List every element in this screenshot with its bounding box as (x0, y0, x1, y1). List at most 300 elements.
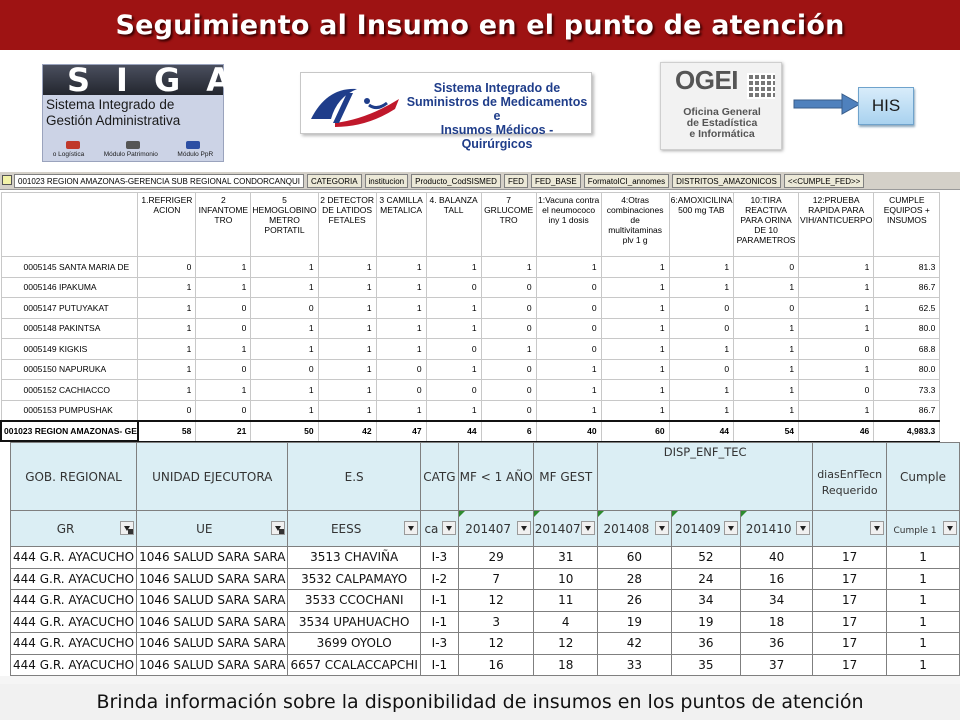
sismed-line-1: Sistema Integrado de (433, 81, 561, 95)
value-cell: 81.3 (874, 257, 940, 278)
facility-name-cell: 0005152 CACHIACCO (1, 380, 138, 401)
value-cell: 1 (318, 339, 376, 360)
table-cell: 16 (458, 654, 533, 676)
table-cell: 18 (741, 611, 813, 633)
table-row (1, 257, 940, 278)
col-cumple: Cumple (887, 443, 960, 511)
col-dias-enf-tecn: diasEnfTecn Requerido (813, 443, 887, 511)
value-cell: 0 (376, 380, 426, 401)
filter-cell-1 (137, 511, 288, 547)
equipment-table (0, 192, 940, 442)
table-cell: 1046 SALUD SARA SARA (137, 590, 288, 612)
table-cell: 12 (534, 633, 598, 655)
value-cell: 1 (601, 380, 669, 401)
table-row (11, 611, 960, 633)
equipment-col-7: 7 GRLUCOME TRO (481, 193, 536, 257)
ogei-logo (660, 62, 782, 150)
value-cell: 0 (196, 318, 251, 339)
value-cell: 1 (799, 318, 874, 339)
value-cell: 0 (669, 359, 733, 380)
filter-label: UE (196, 521, 213, 536)
sheet-tab-2[interactable]: institucion (365, 174, 409, 188)
value-cell: 1 (426, 298, 481, 319)
filter-cell-10 (887, 511, 960, 547)
ppr-icon (186, 141, 200, 149)
equipment-col-6: 4. BALANZA TALL (426, 193, 481, 257)
table-cell: 1046 SALUD SARA SARA (137, 611, 288, 633)
value-cell: 0 (481, 298, 536, 319)
filter-label: 201407 (465, 521, 512, 536)
value-cell: 1 (196, 257, 251, 278)
table-cell: 11 (534, 590, 598, 612)
value-cell: 1 (426, 359, 481, 380)
siga-module-1: Módulo Patrimonio (103, 151, 158, 158)
value-cell: 1 (251, 400, 318, 421)
comment-marker-icon (534, 511, 540, 517)
value-cell: 1 (601, 318, 669, 339)
filter-cell-3 (420, 511, 458, 547)
table-row (11, 654, 960, 676)
value-cell: 1 (669, 257, 733, 278)
value-cell: 0 (481, 400, 536, 421)
value-cell: 1 (138, 318, 196, 339)
filter-dropdown-icon[interactable] (404, 521, 418, 535)
value-cell: 1 (251, 318, 318, 339)
value-cell: 0 (426, 380, 481, 401)
value-cell: 0 (799, 380, 874, 401)
value-cell: 1 (318, 257, 376, 278)
col-gob-regional: GOB. REGIONAL (11, 443, 137, 511)
siga-module-2: Módulo PpR (177, 151, 214, 158)
facility-name-cell: 0005148 PAKINTSA (1, 318, 138, 339)
value-cell: 0 (196, 400, 251, 421)
patrimonio-icon (126, 141, 140, 149)
value-cell: 0 (481, 277, 536, 298)
value-cell: 80.0 (874, 359, 940, 380)
value-cell: 1 (251, 380, 318, 401)
value-cell: 1 (251, 277, 318, 298)
value-cell: 0 (138, 400, 196, 421)
equipment-col-4: 2 DETECTOR DE LATIDOS FETALES (318, 193, 376, 257)
value-cell: 1 (799, 400, 874, 421)
siga-module-0: o Logística (52, 151, 85, 158)
total-value-cell: 46 (799, 421, 874, 442)
table-cell: 444 G.R. AYACUCHO (11, 654, 137, 676)
table-cell: 16 (741, 568, 813, 590)
table-cell: 35 (671, 654, 740, 676)
table-cell: 33 (598, 654, 672, 676)
total-value-cell: 40 (536, 421, 601, 442)
value-cell: 0 (536, 339, 601, 360)
ogei-line-2: de Estadística (686, 117, 758, 129)
filter-dropdown-icon[interactable] (442, 521, 456, 535)
table-cell: I-1 (420, 654, 458, 676)
filter-label: GR (56, 521, 75, 536)
facility-name-cell: 0005147 PUTUYAKAT (1, 298, 138, 319)
table-row (1, 298, 940, 319)
table-row (1, 359, 940, 380)
value-cell: 0 (251, 298, 318, 319)
value-cell: 1 (196, 277, 251, 298)
table-cell: 1046 SALUD SARA SARA (137, 654, 288, 676)
filter-label: 201408 (603, 521, 650, 536)
comment-marker-icon (741, 511, 747, 517)
filter-label: 201409 (674, 521, 721, 536)
table-cell: 26 (598, 590, 672, 612)
value-cell: 1 (536, 380, 601, 401)
equipment-col-12: 12:PRUEBA RAPIDA PARA VIH/ANTICUERPO (799, 193, 874, 257)
filter-cell-6 (598, 511, 672, 547)
availability-table (10, 442, 960, 676)
value-cell: 1 (734, 339, 799, 360)
value-cell: 1 (376, 339, 426, 360)
value-cell: 86.7 (874, 400, 940, 421)
filter-label: EESS (330, 521, 362, 536)
equipment-col-1: 1.REFRIGER ACION (138, 193, 196, 257)
equipment-col-11: 10:TIRA REACTIVA PARA ORINA DE 10 PARAMETROS (734, 193, 799, 257)
siga-letters: SIGA (67, 61, 257, 99)
value-cell: 1 (376, 298, 426, 319)
equipment-col-3: 5 HEMOGLOBINO METRO PORTATIL (251, 193, 318, 257)
table-cell: 12 (458, 590, 533, 612)
value-cell: 68.8 (874, 339, 940, 360)
table-cell: 1046 SALUD SARA SARA (137, 547, 288, 569)
col-unidad-ejecutora: UNIDAD EJECUTORA (137, 443, 288, 511)
table-cell: 17 (813, 611, 887, 633)
total-value-cell: 54 (734, 421, 799, 442)
value-cell: 0 (799, 339, 874, 360)
table-cell: 3533 CCOCHANI (288, 590, 420, 612)
value-cell: 1 (376, 277, 426, 298)
value-cell: 1 (601, 400, 669, 421)
table-cell: 1 (887, 611, 960, 633)
total-label-cell: 001023 REGION AMAZONAS- GE (1, 421, 138, 442)
table-cell: 52 (671, 547, 740, 569)
table-cell: 7 (458, 568, 533, 590)
filter-dropdown-icon[interactable] (655, 521, 669, 535)
sheet-tab-1[interactable]: CATEGORIA (307, 174, 362, 188)
table-cell: 10 (534, 568, 598, 590)
availability-filter-row (11, 511, 960, 547)
table-cell: I-3 (420, 547, 458, 569)
equipment-col-9: 4:Otras combinaciones de multivitaminas plv 1 g (601, 193, 669, 257)
logistica-icon (66, 141, 80, 149)
table-row (1, 277, 940, 298)
table-cell: 17 (813, 633, 887, 655)
table-cell: 3532 CALPAMAYO (288, 568, 420, 590)
value-cell: 0 (481, 318, 536, 339)
siga-line-2: Gestión Administrativa (46, 113, 181, 128)
table-row (1, 318, 940, 339)
value-cell: 1 (426, 318, 481, 339)
siga-line-1: Sistema Integrado de (46, 97, 175, 112)
facility-name-cell: 0005149 KIGKIS (1, 339, 138, 360)
table-cell: 4 (534, 611, 598, 633)
filter-label: ca (424, 521, 439, 536)
equipment-col-0 (1, 193, 138, 257)
value-cell: 1 (318, 318, 376, 339)
total-value-cell: 50 (251, 421, 318, 442)
value-cell: 1 (251, 339, 318, 360)
value-cell: 0 (481, 380, 536, 401)
siga-module-icons (43, 141, 223, 149)
total-value-cell: 4,983.3 (874, 421, 940, 442)
sheet-tabs (0, 172, 960, 190)
value-cell: 1 (799, 277, 874, 298)
equipment-col-8: 1:Vacuna contra el neumococo iny 1 dosis (536, 193, 601, 257)
value-cell: 0 (669, 298, 733, 319)
facility-name-cell: 0005145 SANTA MARIA DE (1, 257, 138, 278)
value-cell: 1 (376, 318, 426, 339)
table-cell: I-3 (420, 633, 458, 655)
table-cell: 12 (458, 633, 533, 655)
total-value-cell: 21 (196, 421, 251, 442)
table-cell: 34 (671, 590, 740, 612)
value-cell: 1 (669, 400, 733, 421)
value-cell: 1 (138, 339, 196, 360)
value-cell: 0 (196, 359, 251, 380)
availability-header-row (11, 443, 960, 511)
table-cell: 6657 CCALACCAPCHI (288, 654, 420, 676)
value-cell: 0 (536, 298, 601, 319)
value-cell: 1 (251, 257, 318, 278)
filter-dropdown-icon[interactable] (517, 521, 531, 535)
table-cell: 17 (813, 654, 887, 676)
table-row (11, 568, 960, 590)
value-cell: 0 (376, 359, 426, 380)
total-value-cell: 58 (138, 421, 196, 442)
sheet-tab-6[interactable]: FormatoICI_annomes (584, 174, 669, 188)
col-es: E.S (288, 443, 420, 511)
table-cell: 19 (598, 611, 672, 633)
value-cell: 1 (318, 298, 376, 319)
sismed-line-2: Suministros de Medicamentos e (406, 95, 588, 123)
table-cell: 17 (813, 568, 887, 590)
table-cell: 18 (534, 654, 598, 676)
total-value-cell: 47 (376, 421, 426, 442)
value-cell: 1 (138, 277, 196, 298)
equipment-col-5: 3 CAMILLA METALICA (376, 193, 426, 257)
sheet-tab-3[interactable]: Producto_CodSISMED (411, 174, 501, 188)
value-cell: 1 (601, 257, 669, 278)
value-cell: 1 (376, 257, 426, 278)
table-cell: 444 G.R. AYACUCHO (11, 590, 137, 612)
value-cell: 73.3 (874, 380, 940, 401)
value-cell: 1 (536, 257, 601, 278)
table-cell: I-2 (420, 568, 458, 590)
table-cell: 1046 SALUD SARA SARA (137, 568, 288, 590)
filter-label: 201410 (745, 521, 792, 536)
value-cell: 0 (426, 277, 481, 298)
table-row (11, 547, 960, 569)
table-cell: 31 (534, 547, 598, 569)
ogei-grid-icon (747, 73, 775, 99)
value-cell: 86.7 (874, 277, 940, 298)
total-row (1, 421, 940, 442)
table-cell: 444 G.R. AYACUCHO (11, 547, 137, 569)
total-value-cell: 6 (481, 421, 536, 442)
table-cell: 444 G.R. AYACUCHO (11, 633, 137, 655)
filter-dropdown-icon[interactable] (870, 521, 884, 535)
table-cell: 1 (887, 590, 960, 612)
value-cell: 1 (601, 339, 669, 360)
value-cell: 1 (318, 359, 376, 380)
caption-strip (0, 676, 960, 684)
sheet-tab-0[interactable]: 001023 REGION AMAZONAS-GERENCIA SUB REGIONAL CONDORCANQUI (14, 174, 304, 188)
value-cell: 0 (426, 339, 481, 360)
col-disp-enf-tec: DISP_ENF_TEC (598, 443, 813, 511)
filter-label: 201407 (534, 521, 581, 536)
value-cell: 0 (196, 298, 251, 319)
value-cell: 1 (376, 400, 426, 421)
value-cell: 1 (669, 339, 733, 360)
filter-dropdown-icon[interactable] (796, 521, 810, 535)
equipment-table-header (1, 193, 940, 257)
value-cell: 1 (426, 400, 481, 421)
value-cell: 1 (734, 380, 799, 401)
sheet-tab-7[interactable]: DISTRITOS_AMAZONICOS (672, 174, 781, 188)
value-cell: 1 (318, 277, 376, 298)
filter-active-dropdown-icon[interactable] (120, 521, 134, 535)
value-cell: 0 (536, 277, 601, 298)
table-cell: 444 G.R. AYACUCHO (11, 568, 137, 590)
sismed-text (405, 81, 589, 151)
col-catg: CATG (420, 443, 458, 511)
value-cell: 1 (426, 257, 481, 278)
value-cell: 1 (601, 277, 669, 298)
table-cell: 37 (741, 654, 813, 676)
table-cell: 17 (813, 590, 887, 612)
value-cell: 1 (601, 298, 669, 319)
comment-marker-icon (459, 511, 465, 517)
value-cell: 1 (734, 277, 799, 298)
equipment-col-13: CUMPLE EQUIPOS + INSUMOS (874, 193, 940, 257)
ogei-line-3: e Informática (689, 128, 755, 140)
caption: Brinda información sobre la disponibilidad de insumos en los puntos de atención (0, 684, 960, 720)
table-cell: 19 (671, 611, 740, 633)
sheet-tab-4[interactable]: FED (504, 174, 528, 188)
table-cell: 1046 SALUD SARA SARA (137, 633, 288, 655)
equipment-col-10: 6:AMOXICILINA 500 mg TAB (669, 193, 733, 257)
filter-active-dropdown-icon[interactable] (271, 521, 285, 535)
table-cell: 36 (671, 633, 740, 655)
value-cell: 1 (536, 400, 601, 421)
table-row (11, 633, 960, 655)
table-row (1, 339, 940, 360)
table-row (1, 400, 940, 421)
value-cell: 0 (138, 257, 196, 278)
value-cell: 0 (734, 257, 799, 278)
spreadsheet-top (0, 172, 960, 436)
table-row (1, 380, 940, 401)
value-cell: 1 (799, 359, 874, 380)
table-cell: 3699 OYOLO (288, 633, 420, 655)
value-cell: 0 (669, 318, 733, 339)
col-mf-gest: MF GEST (534, 443, 598, 511)
sheet-tab-8[interactable]: <<CUMPLE_FED>> (784, 174, 864, 188)
table-cell: 1 (887, 654, 960, 676)
siga-modules (43, 151, 223, 158)
value-cell: 0 (536, 318, 601, 339)
value-cell: 1 (799, 298, 874, 319)
value-cell: 0 (251, 359, 318, 380)
filter-dropdown-icon[interactable] (581, 521, 595, 535)
facility-name-cell: 0005146 IPAKUMA (1, 277, 138, 298)
filter-label: Cumple 1 (893, 525, 937, 536)
total-value-cell: 42 (318, 421, 376, 442)
value-cell: 62.5 (874, 298, 940, 319)
value-cell: 1 (138, 298, 196, 319)
table-cell: 36 (741, 633, 813, 655)
value-cell: 1 (734, 359, 799, 380)
table-cell: 60 (598, 547, 672, 569)
table-cell: 29 (458, 547, 533, 569)
value-cell: 1 (536, 359, 601, 380)
value-cell: 0 (734, 298, 799, 319)
value-cell: 1 (196, 339, 251, 360)
filter-dropdown-icon[interactable] (943, 521, 957, 535)
his-button[interactable]: HIS (858, 87, 914, 125)
value-cell: 1 (734, 400, 799, 421)
page-title: Seguimiento al Insumo en el punto de atención (115, 9, 845, 41)
value-cell: 1 (734, 318, 799, 339)
table-cell: 1 (887, 547, 960, 569)
filter-cell-7 (671, 511, 740, 547)
table-cell: 3534 UPAHUACHO (288, 611, 420, 633)
sheet-icon (2, 175, 12, 185)
table-cell: 3 (458, 611, 533, 633)
value-cell: 1 (601, 359, 669, 380)
table-cell: 34 (741, 590, 813, 612)
value-cell: 1 (138, 380, 196, 401)
filter-cell-8 (741, 511, 813, 547)
value-cell: 1 (799, 257, 874, 278)
filter-dropdown-icon[interactable] (724, 521, 738, 535)
sheet-tab-5[interactable]: FED_BASE (531, 174, 581, 188)
table-cell: I-1 (420, 611, 458, 633)
filter-cell-4 (458, 511, 533, 547)
value-cell: 1 (318, 400, 376, 421)
title-bar (0, 0, 960, 50)
equipment-col-2: 2 INFANTOME TRO (196, 193, 251, 257)
filter-cell-5 (534, 511, 598, 547)
value-cell: 1 (669, 380, 733, 401)
table-cell: 24 (671, 568, 740, 590)
table-cell: I-1 (420, 590, 458, 612)
value-cell: 1 (481, 339, 536, 360)
value-cell: 1 (138, 359, 196, 380)
table-cell: 17 (813, 547, 887, 569)
facility-name-cell: 0005153 PUMPUSHAK (1, 400, 138, 421)
arrow-right-icon (794, 93, 860, 115)
total-value-cell: 44 (669, 421, 733, 442)
value-cell: 80.0 (874, 318, 940, 339)
table-cell: 1 (887, 633, 960, 655)
table-cell: 42 (598, 633, 672, 655)
total-value-cell: 44 (426, 421, 481, 442)
ogei-word: OGEI (675, 65, 739, 95)
value-cell: 0 (481, 359, 536, 380)
ogei-text (665, 107, 779, 140)
col-mf-1-ano: MF < 1 AÑO (458, 443, 533, 511)
sismed-mark-icon (307, 79, 403, 129)
value-cell: 1 (196, 380, 251, 401)
table-cell: 40 (741, 547, 813, 569)
sismed-logo (300, 72, 592, 151)
value-cell: 1 (669, 277, 733, 298)
sismed-line-3: Insumos Médicos - Quirúrgicos (440, 123, 554, 151)
value-cell: 1 (318, 380, 376, 401)
